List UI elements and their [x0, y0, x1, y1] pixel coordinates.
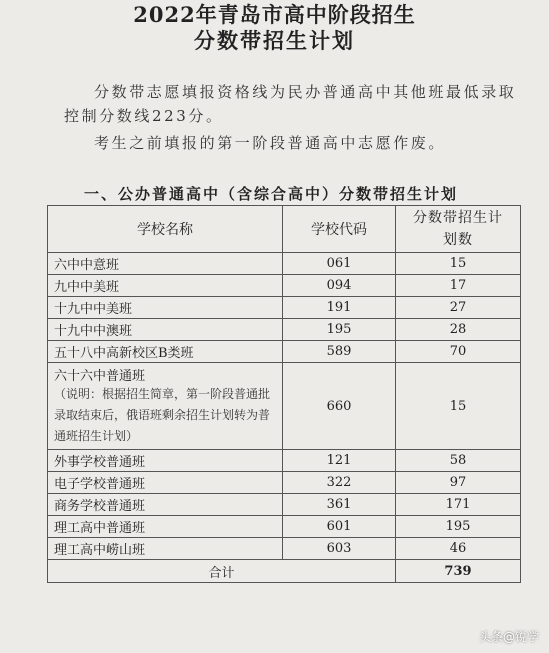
table-row — [48, 275, 521, 297]
table-row — [48, 297, 521, 319]
watermark: 头条@锐学 — [478, 630, 539, 644]
section-title: 一、公办普通高中（含综合高中）分数带招生计划 — [84, 185, 459, 203]
school-name: 电子学校普通班 — [48, 472, 283, 494]
school-name: 六十六中普通班 — [54, 369, 146, 384]
school-code: 195 — [283, 319, 396, 341]
total-value: 739 — [396, 560, 521, 583]
school-name: 十九中中美班 — [48, 297, 283, 319]
plan-count: 195 — [396, 516, 521, 538]
table-row — [48, 363, 521, 450]
paragraph-qualification: 分数带志愿填报资格线为民办普通高中其他班最低录取控制分数线223分。 — [64, 83, 517, 125]
plan-count: 17 — [396, 275, 521, 297]
school-name: 五十八中高新校区B类班 — [48, 341, 283, 363]
school-name: 理工高中普通班 — [48, 516, 283, 538]
school-code: 121 — [283, 450, 396, 472]
school-code: 061 — [283, 253, 396, 275]
table-row — [48, 319, 521, 341]
table-total-row — [48, 560, 521, 583]
table-row — [48, 253, 521, 275]
school-note: （说明：根据招生简章，第一阶段普通批录取结束后，俄语班剩余招生计划转为普通班招生计划） — [54, 387, 271, 443]
document-title-line2: 分数带招生计划 — [194, 28, 355, 53]
plan-count: 15 — [396, 363, 521, 450]
plan-count: 97 — [396, 472, 521, 494]
school-code: 361 — [283, 494, 396, 516]
school-name-with-note — [48, 363, 283, 450]
school-name: 外事学校普通班 — [48, 450, 283, 472]
paragraph-void-notice: 考生之前填报的第一阶段普通高中志愿作废。 — [94, 134, 447, 152]
table-row — [48, 341, 521, 363]
header-plan-count-text: 分数带招生计划数 — [413, 210, 503, 248]
plan-count: 15 — [396, 253, 521, 275]
plan-count: 70 — [396, 341, 521, 363]
table-row — [48, 538, 521, 560]
school-code: 589 — [283, 341, 396, 363]
plan-count: 171 — [396, 494, 521, 516]
school-code: 191 — [283, 297, 396, 319]
school-code: 094 — [283, 275, 396, 297]
total-label: 合计 — [48, 560, 396, 583]
school-name: 六中中意班 — [48, 253, 283, 275]
table-row — [48, 516, 521, 538]
school-name: 九中中美班 — [48, 275, 283, 297]
school-code: 603 — [283, 538, 396, 560]
plan-count: 46 — [396, 538, 521, 560]
school-name: 商务学校普通班 — [48, 494, 283, 516]
header-plan-count — [396, 206, 521, 253]
header-school-code: 学校代码 — [283, 206, 396, 253]
table-row — [48, 450, 521, 472]
enrollment-table — [47, 205, 521, 583]
table-header-row — [48, 206, 521, 253]
school-name: 理工高中崂山班 — [48, 538, 283, 560]
document-title-line1: 2022年青岛市高中阶段招生 — [133, 2, 416, 27]
school-code: 322 — [283, 472, 396, 494]
school-code: 601 — [283, 516, 396, 538]
table-row — [48, 472, 521, 494]
plan-count: 27 — [396, 297, 521, 319]
school-name: 十九中中澳班 — [48, 319, 283, 341]
header-school-name: 学校名称 — [48, 206, 283, 253]
school-code: 660 — [283, 363, 396, 450]
table-row — [48, 494, 521, 516]
plan-count: 28 — [396, 319, 521, 341]
plan-count: 58 — [396, 450, 521, 472]
